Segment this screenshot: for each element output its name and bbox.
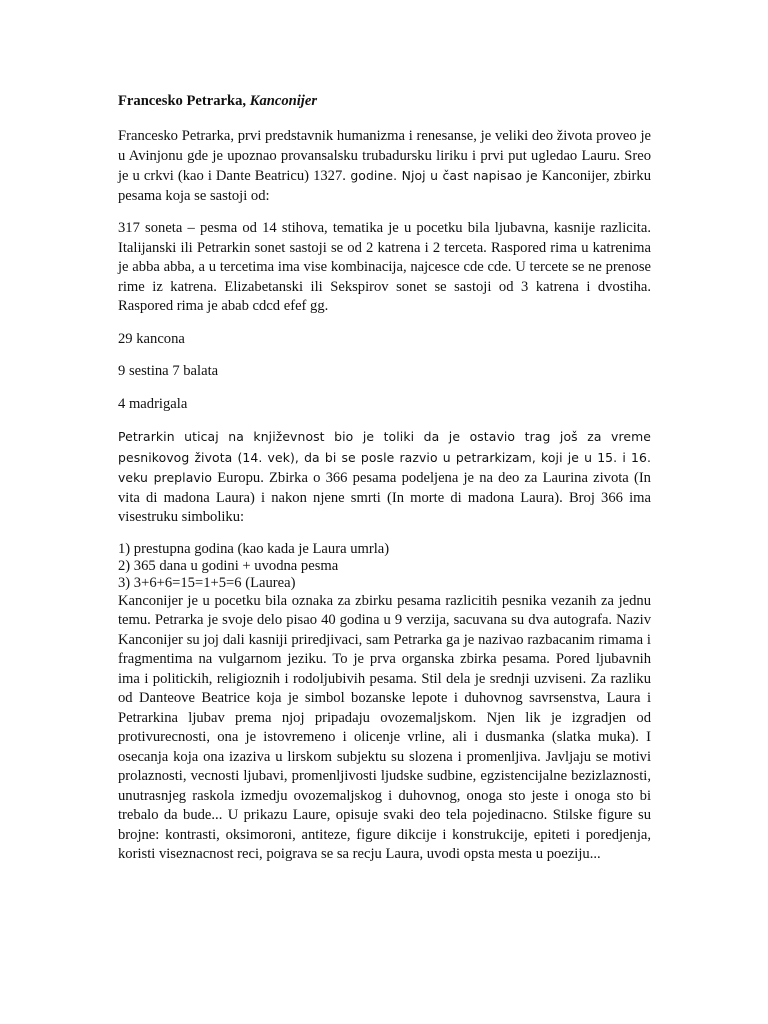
paragraph-analysis: Kanconijer je u pocetku bila oznaka za zbirku pesama razlicitih pesnika vezanih za jednu temu. Petrarka je svoje delo pisao 40 godina u 9 verzija, sacuvana su dva autografa. Naziv Kanconijer su joj dali kasniji priredjivaci, sam Petrarka ga je nazivao razbacanim rimama i fragmentima na vulgarnom jeziku. To je prva organska zbirka pesama. Pored ljubavnih ima i politickih, religioznih i rodoljubivih pesama. Stil dela je srednji uzviseni. Za razliku od Danteove Beatrice koja je simbol bozanske lepote i duhovnog savrsenstva, Laura i Petrarkina ljubav prema njoj pripadaju ovozemaljskom. Njen lik je izgradjen od protivurecnosti, ona je istovremeno i olicenje vrline, ali i dusmanka (slatka muka). I osecanja koja ona izaziva u lirskom subjektu su slozena i promenljiva. Javljaju se motivi prolaznosti, vecnosti ljubavi, promenljivosti ljudske sudbine, egzistencijalne bezizlaznosti, unutrasnjeg raskola izmedju ovozemaljskog i duhovnog, onoga sto jeste i onoga sto bi trebalo da bude... U prikazu Laure, opisuje svaki deo tela pojedinacno. Stilske figure su brojne: kontrasti, oksimoroni, antiteze, figure dikcije i konstrukcije, epiteti i poredjenja, koristi viseznacnost reci, poigrava se sa recju Laura, uvodi opsta mesta u poeziju... xyxy=(118,592,651,862)
list-item: 2) 365 dana u godini + uvodna pesma xyxy=(118,557,339,574)
paragraph-influence xyxy=(118,427,651,528)
paragraph-intro-sans: godine. Njoj u čast napisao je xyxy=(345,168,538,183)
document-title xyxy=(118,88,651,114)
list-item: 3) 3+6+6=15=1+5=6 (Laurea) xyxy=(118,574,296,591)
document-page xyxy=(118,88,651,878)
title-work: Kanconijer xyxy=(249,93,318,109)
symbolism-list xyxy=(118,541,651,592)
paragraph-influence-sans: Petrarkin uticaj na književnost bio je toliki da je ostavio trag još za vreme pesnikovog života (14. vek), da bi se posle razvio u petrarkizam, koji je u 15. i 16. veku preplavio xyxy=(118,429,651,485)
list-item: 1) prestupna godina (kao kada je Laura umrla) xyxy=(118,540,390,557)
paragraph-sestinas: 9 sestina 7 balata xyxy=(118,363,219,379)
paragraph-influence-serif: Europu. Zbirka o 366 pesama podeljena je na deo za Laurina zivota (In vita di madona Laura) i nakon njene smrti (In morte di madona Laura). Broj 366 ima visestruku simboliku: xyxy=(118,470,651,525)
title-author: Francesko Petrarka, xyxy=(118,93,250,109)
paragraph-intro-tail: Kanconijer, zbirku pesama koja se sastoji od: xyxy=(118,168,651,204)
paragraph-intro xyxy=(118,127,651,206)
paragraph-canzones: 29 kancona xyxy=(118,330,185,347)
paragraph-intro-serif: Francesko Petrarka, prvi predstavnik humanizma i renesanse, je veliki deo života proveo je u Avinjonu gde je upoznao provansalsku trubadursku liriku i prvi put ugledao Lauru. Sreo je u crkvi (kao i Dante Beatricu) 1327. xyxy=(118,128,651,184)
paragraph-sonnets: 317 soneta – pesma od 14 stihova, tematika je u pocetku bila ljubavna, kasnije razlicita. Italijanski ili Petrarkin sonet sastoji se od 2 katrena i 2 terceta. Raspored rima u katrenima je abba abba, a u tercetima ima vise kombinacija, najcesce cde cde. U tercete se ne prenose rime iz katrena. Elizabetanski ili Sekspirov sonet se sastoji od 3 katrena i dvostiha. Raspored rima je abab cdcd efef gg. xyxy=(118,220,651,314)
paragraph-madrigals: 4 madrigala xyxy=(118,395,188,412)
